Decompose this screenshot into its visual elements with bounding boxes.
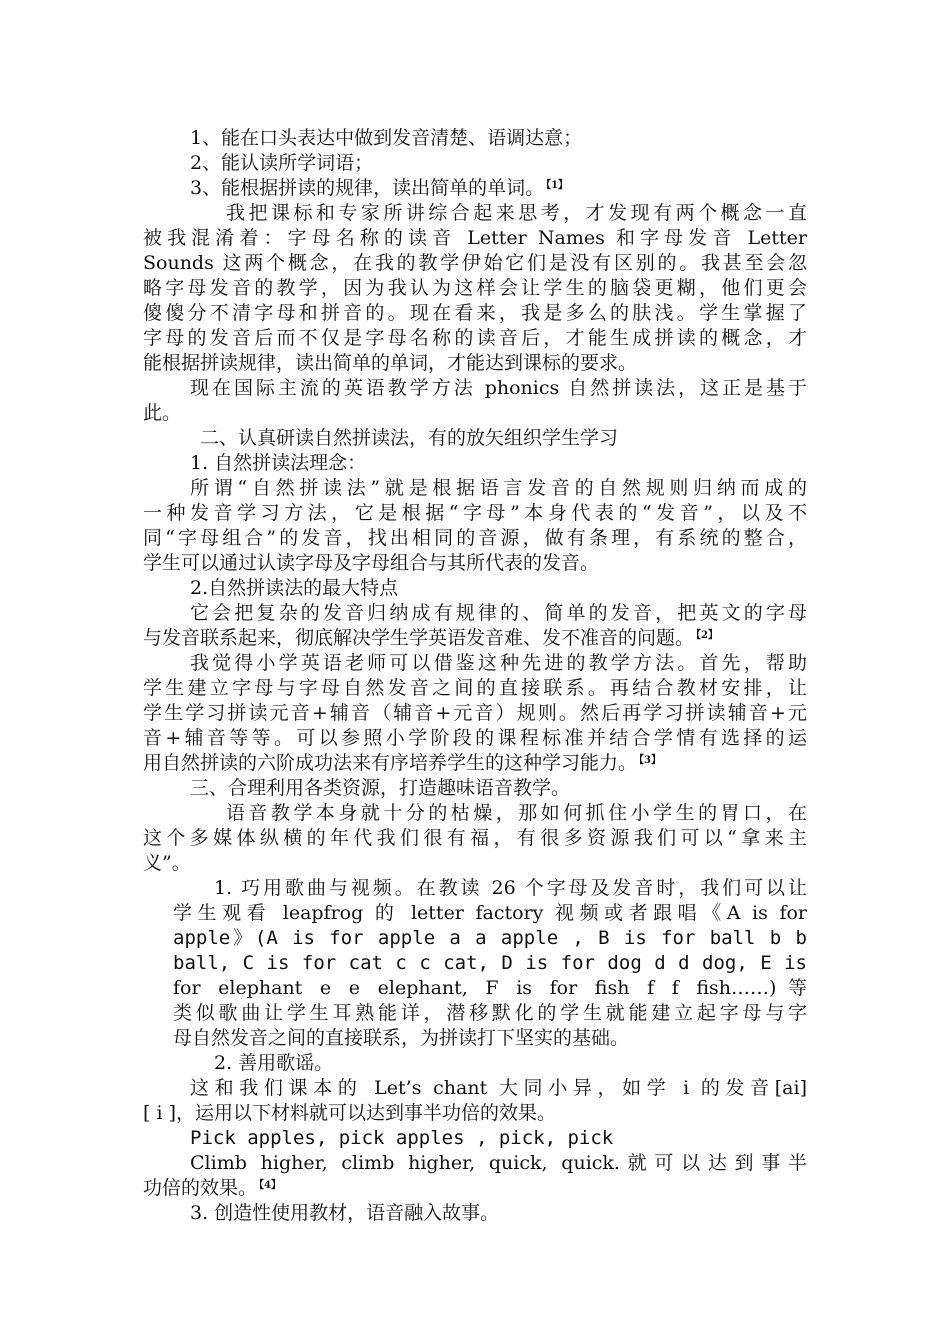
text-line: ball, C is for cat c c cat, D is for dog d d dog, E is (173, 952, 807, 974)
text-line: 功倍的效果。 $^{【4】}$ (143, 1177, 281, 1199)
text-line: 这个多媒体纵横的年代我们很有福，有很多资源我们可以“拿来主 (143, 827, 807, 849)
subsection-heading: 3. 创造性使用教材，语音融入故事。 (190, 1202, 500, 1224)
text-line: for elephant e e elephant, F is for fish f f fish……)等 (173, 977, 807, 999)
text-line: 能根据拼读规律，读出简单的单词，才能达到课标的要求。 (143, 352, 638, 374)
text-line: 语音教学本身就十分的枯燥，那如何抓住小学生的胃口，在 (226, 802, 807, 824)
text-line: 学生观看 leapfrog 的 letter factory 视频或者跟唱《A is for (173, 902, 807, 924)
text-line: 傻傻分不清字母和拼音的。现在看来，我是多么的肤浅。学生掌握了 (143, 302, 807, 324)
section-heading: 二、认真研读自然拼读法，有的放矢组织学生学习 (200, 427, 619, 449)
subsection-heading: 1. 自然拼读法理念： (190, 452, 367, 474)
text-line: Pick apples, pick apples , pick, pick (190, 1127, 614, 1149)
text-line: 母自然发音之间的直接联系，为拼读打下坚实的基础。 (173, 1027, 630, 1049)
text-line: 同“字母组合”的发音，找出相同的音源，做有条理，有系统的整合， (143, 527, 807, 549)
text-line: 我把课标和专家所讲综合起来思考，才发现有两个概念一直 (226, 202, 807, 224)
text-line: 学生学习拼读元音+辅音（辅音+元音）规则。然后再学习拼读辅音+元 (143, 702, 807, 724)
text-line: 与发音联系起来，彻底解决学生学英语发音难、发不准音的问题。 $^{【2】}$ (143, 627, 718, 649)
text-line: 一种发音学习方法，它是根据“字母”本身代表的“发音”，以及不 (143, 502, 807, 524)
text-line: 音+辅音等等。可以参照小学阶段的课程标准并结合学情有选择的运 (143, 727, 807, 749)
text-line: Sounds 这两个概念，在我的教学伊始它们是没有区别的。我甚至会忽 (143, 252, 807, 274)
text-line: 1. 巧用歌曲与视频。在教读 26 个字母及发音时，我们可以让 (214, 877, 807, 899)
text-line: 学生建立字母与字母自然发音之间的直接联系。再结合教材安排，让 (143, 677, 807, 699)
subsection-heading: 2. 善用歌谣。 (214, 1052, 334, 1074)
citation-ref: 【4】 (259, 1180, 281, 1191)
subsection-heading: 2.自然拼读法的最大特点 (190, 577, 399, 599)
text-line: 3、能根据拼读的规律，读出简单的单词。 $^{【1】}$ (190, 177, 569, 199)
text-line: 略字母发音的教学，因为我认为这样会让学生的脑袋更糊，他们更会 (143, 277, 807, 299)
text-line: [ i ]，运用以下材料就可以达到事半功倍的效果。 (143, 1102, 556, 1124)
section-heading: 三、合理利用各类资源，打造趣味语音教学。 (190, 777, 571, 799)
text-line: 2、能认读所学词语； (190, 152, 374, 174)
text-line: 我觉得小学英语老师可以借鉴这种先进的教学方法。首先，帮助 (190, 652, 807, 674)
text-line: 被我混淆着：字母名称的读音 Letter Names 和字母发音 Letter (143, 227, 807, 249)
text-line: 类似歌曲让学生耳熟能详，潜移默化的学生就能建立起字母与字 (173, 1002, 807, 1024)
citation-ref: 【2】 (696, 630, 718, 641)
text-line: Climb higher, climb higher, quick, quick.就可以达到事半 (190, 1152, 807, 1174)
text-line: 字母的发音后而不仅是字母名称的读音后，才能生成拼读的概念，才 (143, 327, 807, 349)
text-line: 学生可以通过认读字母及字母组合与其所代表的发音。 (143, 552, 600, 574)
text-line: 义”。 (143, 852, 191, 874)
text-line: 所谓“自然拼读法”就是根据语言发音的自然规则归纳而成的 (190, 477, 807, 499)
text-line: 此。 (143, 402, 182, 424)
text-line: 这和我们课本的 Let’s chant 大同小异，如学 i 的发音[ai] (190, 1077, 807, 1099)
text-line: 它会把复杂的发音归纳成有规律的、简单的发音，把英文的字母 (190, 602, 807, 624)
citation-ref: 【1】 (546, 180, 569, 191)
citation-ref: 【3】 (639, 755, 661, 766)
text-line: 1、能在口头表达中做到发音清楚、语调达意； (190, 127, 583, 149)
text-line: apple》(A is for apple a a apple , B is for ball b b (173, 927, 807, 949)
text-line: 用自然拼读的六阶成功法来有序培养学生的这种学习能力。 $^{【3】}$ (143, 752, 661, 774)
text-line: 现在国际主流的英语教学方法 phonics 自然拼读法，这正是基于 (190, 377, 807, 399)
